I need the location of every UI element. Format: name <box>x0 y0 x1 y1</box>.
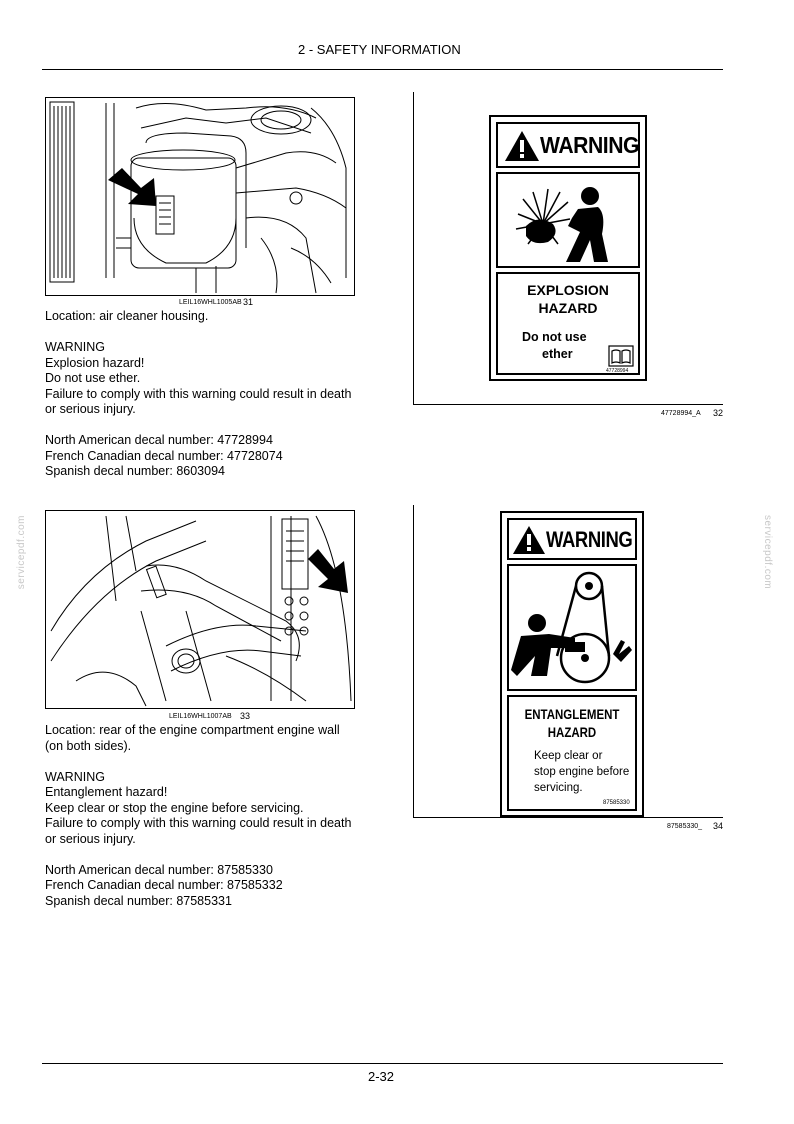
decal-caption-code-32: 47728994_A <box>661 410 701 417</box>
decal-hazard-line1: EXPLOSION <box>527 282 609 298</box>
decal-figure-34 <box>413 505 723 818</box>
text-line: Explosion hazard! <box>45 355 145 370</box>
photo-air-cleaner <box>45 97 355 296</box>
decal-hazard-line2: HAZARD <box>547 724 597 740</box>
text-line: Failure to comply with this warning could result in death <box>45 816 352 830</box>
footer-rule <box>42 1063 723 1064</box>
text-line: Keep clear or stop the engine before servicing. <box>45 800 304 815</box>
decal-part-no: 87585330 <box>603 800 630 806</box>
decal-instr-line2: stop engine before <box>534 766 630 778</box>
text-line: WARNING <box>45 340 105 354</box>
decal-instr-line3: servicing. <box>534 782 583 794</box>
section2-text <box>45 723 351 909</box>
text-line <box>45 754 351 770</box>
air-cleaner-illustration <box>46 98 355 296</box>
text-line: Spanish decal number: 8603094 <box>45 464 225 478</box>
pointer-arrow-2 <box>308 549 348 593</box>
text-line: Location: rear of the engine compartment engine wall <box>45 723 340 737</box>
text-line: North American decal number: 87585330 <box>45 862 273 877</box>
entanglement-pictogram-icon <box>509 566 635 689</box>
decal-caption-code-34: 87585330_ <box>667 823 703 830</box>
text-line: or serious injury. <box>45 402 136 416</box>
decal-pictogram-box <box>496 172 640 268</box>
text-line <box>45 418 351 434</box>
text-line <box>45 325 351 341</box>
decal-header-label: WARNING <box>546 527 633 552</box>
photo-caption-code-33: LEIL16WHL1007AB <box>169 713 232 720</box>
decal-part-no: 47728994 <box>606 368 629 374</box>
text-line: (on both sides). <box>45 738 132 753</box>
explosion-pictogram-icon <box>498 174 638 266</box>
section1-text <box>45 309 351 480</box>
watermark-right: servicepdf.com <box>762 515 773 590</box>
manual-book-icon <box>608 345 634 367</box>
text-line: WARNING <box>45 769 105 784</box>
photo-engine-wall <box>45 510 355 709</box>
header-rule <box>42 69 723 70</box>
decal-caption-num-32: 32 <box>713 408 724 418</box>
text-line: Failure to comply with this warning could result in death <box>45 386 352 401</box>
page-number: 2-32 <box>368 1069 395 1084</box>
decal-instr-line1: Keep clear or <box>534 750 603 762</box>
decal-header-label: WARNING <box>540 132 640 158</box>
engine-wall-illustration <box>46 511 355 709</box>
decal-hazard-line2: HAZARD <box>538 300 598 316</box>
photo-caption-num-33: 33 <box>240 711 251 721</box>
text-line: or serious injury. <box>45 831 136 846</box>
decal-instr-line1: Do not use <box>522 330 587 344</box>
decal-text-box <box>507 695 637 811</box>
decal-header <box>496 122 640 168</box>
decal-instr-line2: ether <box>542 347 573 361</box>
warning-triangle-icon <box>504 130 540 162</box>
decal-header <box>507 518 637 560</box>
text-line: Entanglement hazard! <box>45 785 168 799</box>
decal-figure-32 <box>413 92 723 405</box>
decal-hazard-line1: ENTANGLEMENT <box>524 706 620 722</box>
text-line: North American decal number: 47728994 <box>45 433 273 447</box>
page-header <box>0 42 794 60</box>
photo-caption-num-31: 31 <box>243 297 254 307</box>
page-header-title: 2 - SAFETY INFORMATION <box>298 42 461 57</box>
text-line: Spanish decal number: 87585331 <box>45 893 232 908</box>
pointer-arrow-1 <box>108 168 156 206</box>
explosion-warning-decal <box>489 115 647 381</box>
entanglement-warning-decal <box>500 511 644 817</box>
text-line: Do not use ether. <box>45 371 141 385</box>
warning-triangle-icon <box>512 525 546 555</box>
decal-pictogram-box <box>507 564 637 691</box>
text-line: Location: air cleaner housing. <box>45 309 209 323</box>
text-line: French Canadian decal number: 47728074 <box>45 448 283 463</box>
text-line: French Canadian decal number: 87585332 <box>45 878 283 892</box>
watermark-left: servicepdf.com <box>16 515 27 590</box>
photo-caption-code-31: LEIL16WHL1005AB <box>179 299 242 306</box>
decal-caption-num-34: 34 <box>713 821 724 831</box>
text-line <box>45 847 351 863</box>
decal-text-box <box>496 272 640 375</box>
